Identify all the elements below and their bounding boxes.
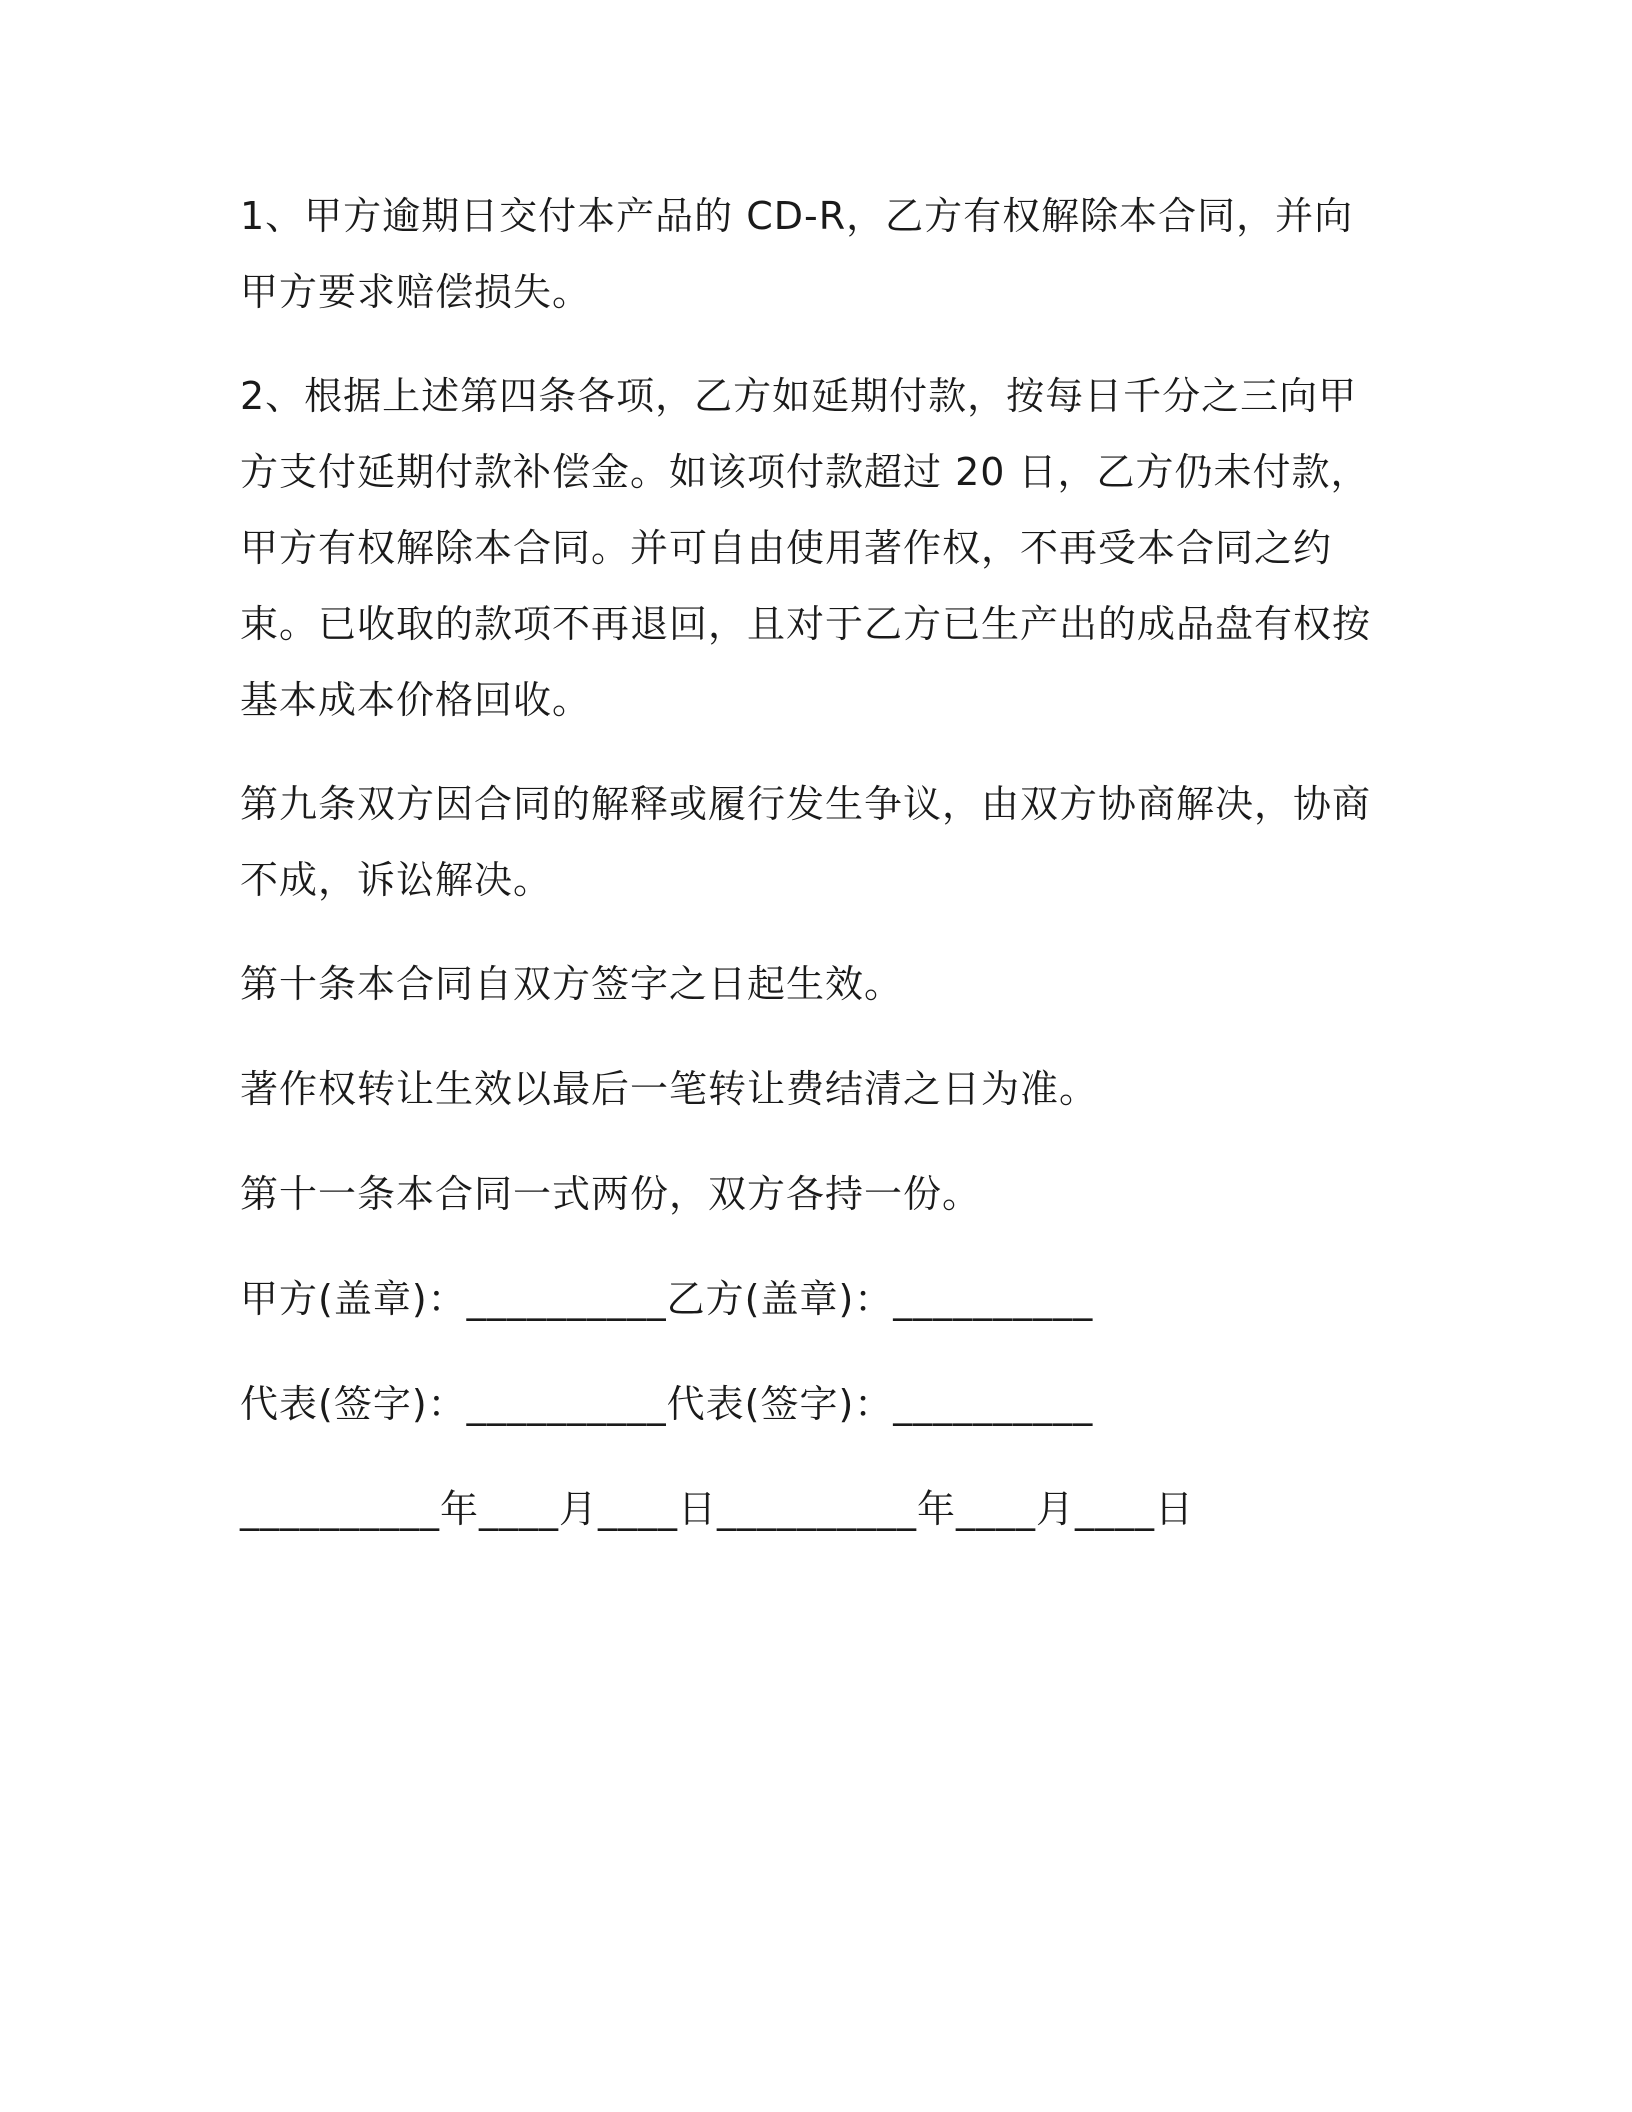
seal-line: 甲方(盖章)：__________乙方(盖章)：__________ <box>240 1277 1094 1321</box>
clause-paragraph-2: 2、根据上述第四条各项，乙方如延期付款，按每日千分之三向甲方支付延期付款补偿金。如该项付款超过 20 日，乙方仍未付款，甲方有权解除本合同。并可自由使用著作权，不再受本合同之约束。已收取的款项不再退回，且对于乙方已生产出的成品盘有权按基本成本价格回收。 <box>240 374 1372 722</box>
clause-paragraph-1: 1、甲方逾期日交付本产品的 CD-R，乙方有权解除本合同，并向甲方要求赔偿损失。 <box>240 194 1354 314</box>
date-line: __________年____月____日__________年____月____日 <box>240 1487 1195 1531</box>
article-9-paragraph: 第九条双方因合同的解释或履行发生争议，由双方协商解决，协商不成，诉讼解决。 <box>240 782 1372 902</box>
copyright-transfer-paragraph: 著作权转让生效以最后一笔转让费结清之日为准。 <box>240 1067 1099 1111</box>
article-10-paragraph: 第十条本合同自双方签字之日起生效。 <box>240 962 904 1006</box>
document-body <box>240 178 1390 1576</box>
signature-line: 代表(签字)：__________代表(签字)：__________ <box>240 1382 1094 1426</box>
article-11-paragraph: 第十一条本合同一式两份，双方各持一份。 <box>240 1172 982 1216</box>
